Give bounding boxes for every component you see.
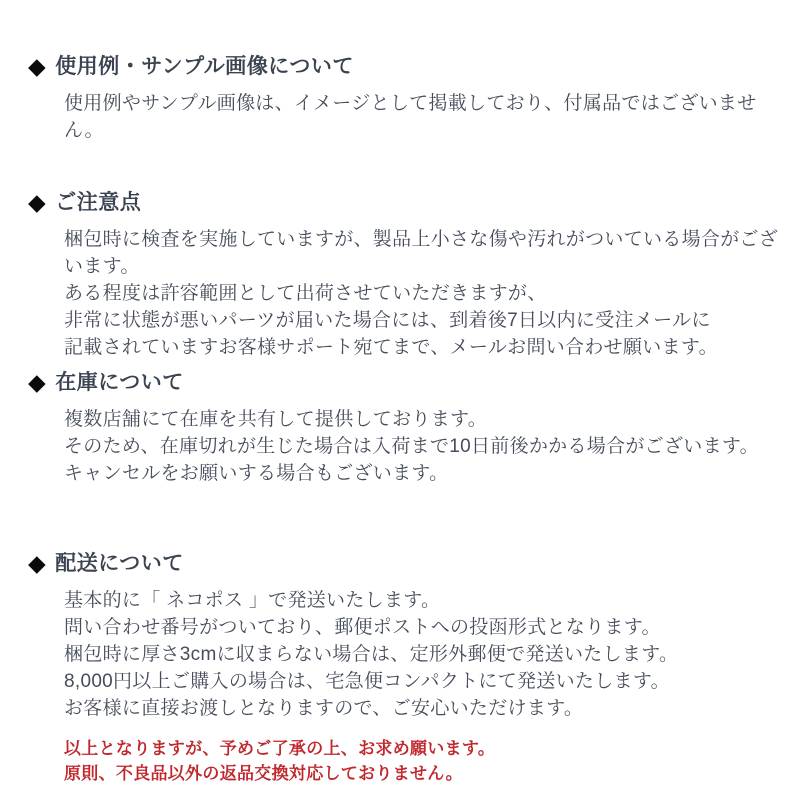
section-heading — [28, 551, 792, 577]
important-notice — [64, 736, 495, 786]
section-title: 使用例・サンプル画像について — [55, 55, 354, 78]
section-title: ご注意点 — [55, 191, 142, 214]
body-line: 問い合わせ番号がついており、郵便ポストへの投函形式となります。 — [64, 617, 661, 638]
section-heading — [28, 190, 792, 216]
body-line: 非常に状態が悪いパーツが届いた場合には、到着後7日以内に受注メールに — [64, 310, 711, 331]
body-line: 梱包時に厚さ3cmに収まらない場合は、定形外郵便で発送いたします。 — [64, 644, 679, 665]
section-body — [64, 587, 792, 722]
section-body — [64, 90, 792, 144]
section-body — [64, 406, 792, 487]
body-line: 8,000円以上ご購入の場合は、宅急便コンパクトにて発送いたします。 — [64, 671, 670, 692]
body-line: 梱包時に検査を実施していますが、製品上小さな傷や汚れがついている場合がございます。 — [64, 229, 779, 277]
body-line: キャンセルをお願いする場合もございます。 — [64, 463, 449, 484]
body-line: お客様に直接お渡しとなりますので、ご安心いただけます。 — [64, 698, 584, 719]
diamond-bullet-icon: ◆ — [28, 188, 47, 215]
section-title: 在庫について — [55, 371, 184, 394]
section-body — [64, 226, 792, 361]
notice-line: 以上となりますが、予めご了承の上、お求め願います。 — [64, 739, 496, 758]
section-heading — [28, 370, 792, 396]
body-line: 基本的に「 ネコポス 」で発送いたします。 — [64, 590, 441, 611]
body-line: 複数店舗にて在庫を共有して提供しております。 — [64, 409, 488, 430]
section-shipping — [28, 551, 792, 722]
section-sample-images — [28, 54, 792, 144]
diamond-bullet-icon: ◆ — [28, 549, 47, 576]
diamond-bullet-icon: ◆ — [28, 368, 47, 395]
body-line: そのため、在庫切れが生じた場合は入荷まで10日前後かかる場合がございます。 — [64, 436, 759, 457]
body-line: 使用例やサンプル画像は、イメージとして掲載しており、付属品ではございません。 — [64, 93, 757, 141]
body-line: 記載されていますお客様サポート宛てまで、メールお問い合わせ願います。 — [64, 337, 718, 358]
section-stock — [28, 370, 792, 487]
section-cautions — [28, 190, 792, 361]
body-line: ある程度は許容範囲として出荷させていただきますが、 — [64, 283, 547, 304]
section-title: 配送について — [55, 552, 184, 575]
diamond-bullet-icon: ◆ — [28, 52, 47, 79]
notice-line: 原則、不良品以外の返品交換対応しておりません。 — [64, 764, 463, 783]
section-heading — [28, 54, 792, 80]
